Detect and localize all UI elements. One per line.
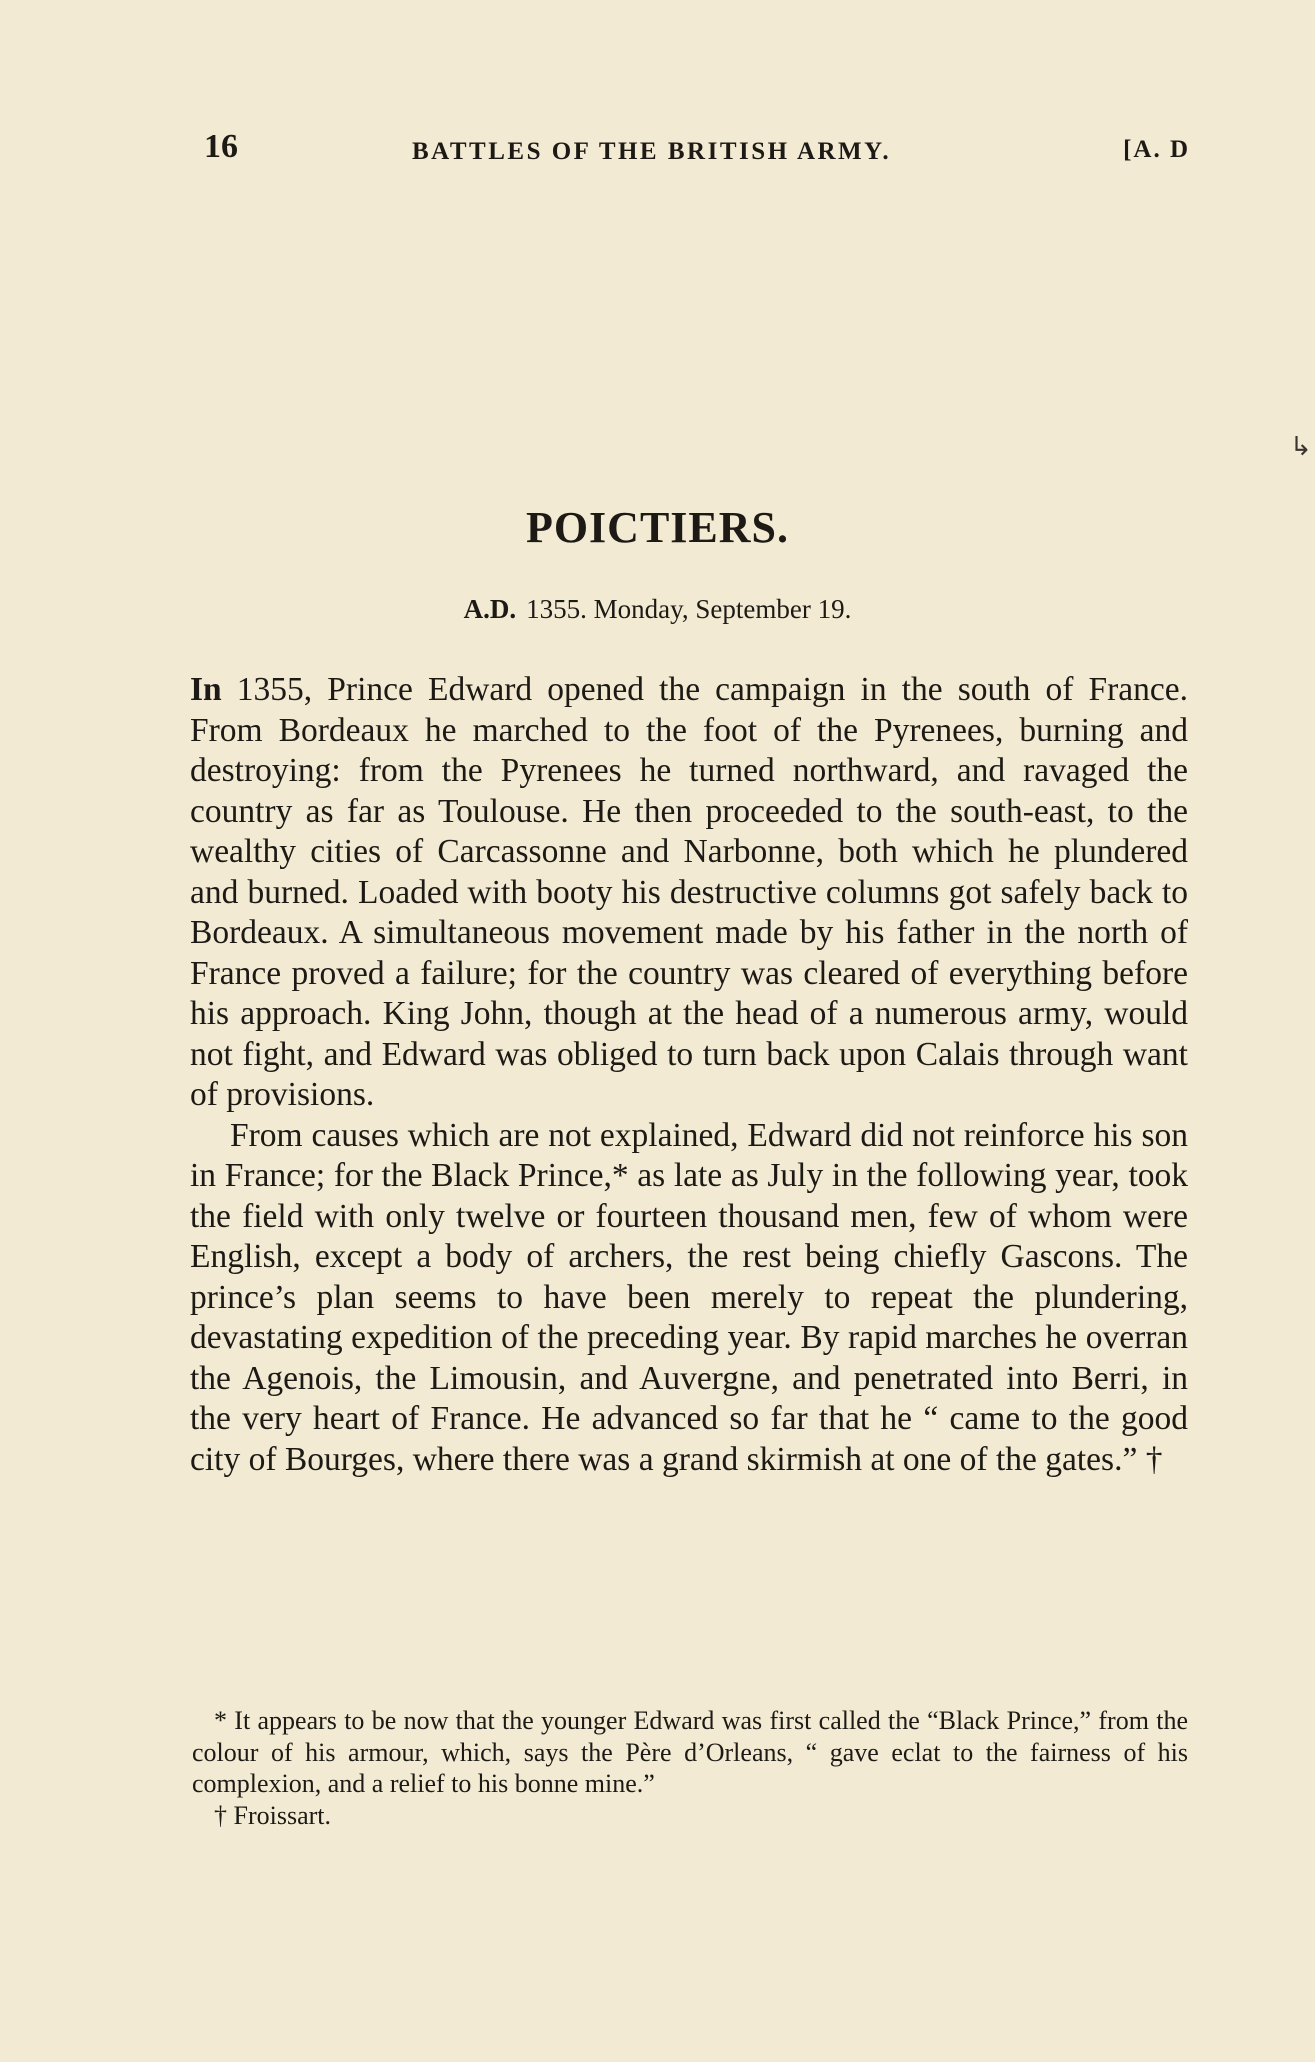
paragraph-text: 1355, Prince Edward opened the campaign in the south of France. From Bordeaux he marched to the foot of the Pyrenees, burning and destroying: from the Pyrenees he turned northward, and ravaged the country as far as Toulouse. He then proceeded to the south-east, to the wealthy cities of Carcassonne and Narbonne, both which he plundered and burned. Loaded with booty his destructive columns got safely back to Bordeaux. A simultaneous movement made by his father in the north of France proved a failure; for the country was cleared of everything before his approach. King John, though at the head of a numerous army, would not fight, and Edward was obliged to turn back upon Calais through want of provisions.: [190, 671, 1188, 1113]
chapter-era: A.D.: [463, 594, 517, 624]
footnote: * It appears to be now that the younger Edward was first called the “Black Prince,” from the colour of his armour, which, says the Père d’Orleans, “ gave eclat to the fairness of his complexion, and a relief to his bonne mine.”: [192, 1706, 1188, 1798]
chapter-date-line: [0, 594, 1315, 625]
chapter-title: POICTIERS.: [525, 503, 790, 552]
running-title: BATTLES OF THE BRITISH ARMY.: [412, 138, 892, 165]
footnote: † Froissart.: [214, 1800, 331, 1830]
page-number: 16: [204, 128, 238, 165]
running-date: [A. D: [1123, 136, 1190, 163]
paragraph: [190, 670, 1188, 1116]
footnotes: [192, 1705, 1188, 1831]
paragraph: From causes which are not explained, Edward did not reinforce his son in France; for the Black Prince,* as late as July in the following year, took the field with only twelve or fourteen thousand men, few of whom were English, except a body of archers, the rest being chiefly Gascons. The prince’s plan seems to have been merely to repeat the plundering, devastating expedition of the preceding year. By rapid marches he overran the Agenois, the Limousin, and Auvergne, and penetrated into Berri, in the very heart of France. He advanced so far that he “ came to the good city of Bourges, where there was a grand skirmish at one of the gates.” †: [190, 1116, 1188, 1478]
margin-mark: ↳: [1290, 432, 1312, 461]
chapter-date: 1355. Monday, September 19.: [526, 594, 852, 624]
body-text: [190, 670, 1188, 1480]
running-head: [200, 128, 1190, 168]
paragraph-dropcap: In: [190, 671, 222, 708]
